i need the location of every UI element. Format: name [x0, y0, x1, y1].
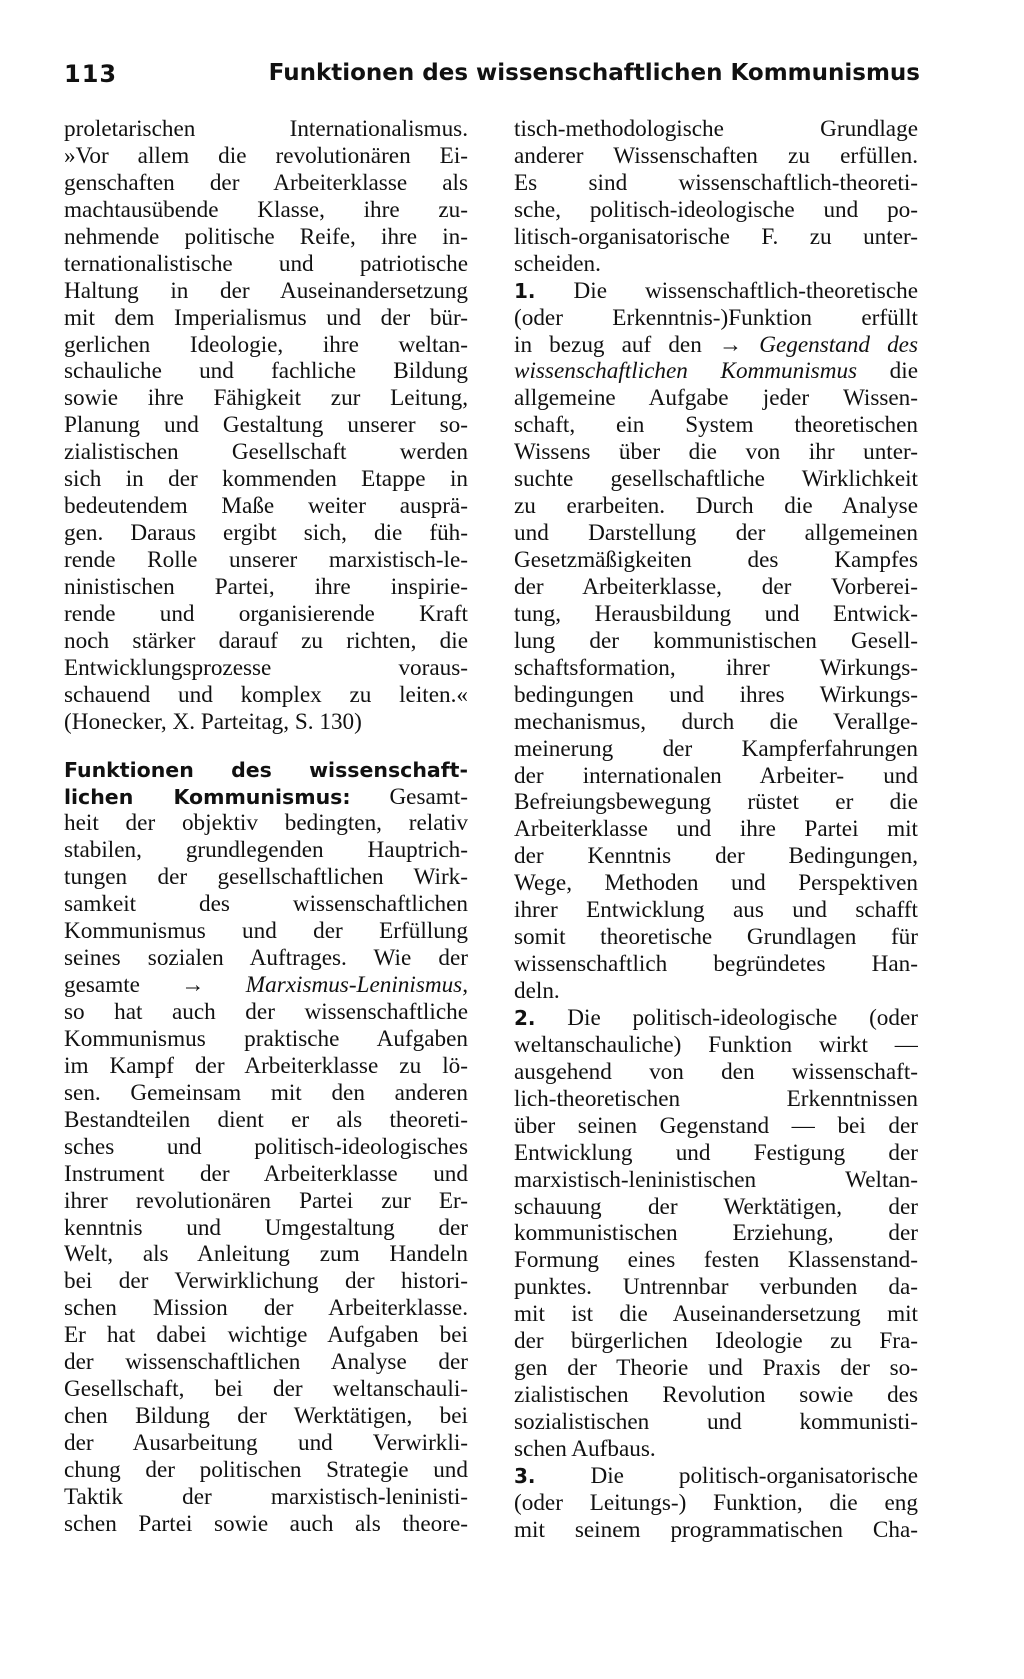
text-line: schaft, ein System theoretischen — [514, 412, 918, 439]
text-line: Wissens über die von ihr unter- — [514, 439, 918, 466]
left-column — [64, 116, 468, 1538]
text-line: stabilen, grundlegenden Hauptrich- — [64, 837, 468, 864]
text-line: anderer Wissenschaften zu erfüllen. — [514, 142, 918, 169]
section-1 — [514, 278, 918, 1005]
text-line: der Ausarbeitung und Verwirkli- — [64, 1430, 468, 1456]
cross-reference-link[interactable]: Gegenstand des — [759, 331, 918, 358]
text-line: bedingungen und ihres Wirkungs- — [514, 681, 918, 708]
text-line: suchte gesellschaftliche Wirklichkeit — [514, 466, 918, 493]
entry-line — [64, 784, 468, 811]
text-line: so hat auch der wissenschaftliche — [64, 999, 468, 1025]
text-line: und Darstellung der allgemeinen — [514, 520, 918, 547]
text-line: somit theoretische Grundlagen für — [514, 924, 918, 951]
section-body — [514, 1490, 918, 1544]
section-number: 1. — [514, 278, 536, 303]
cross-reference-prefix: gesamte → — [64, 972, 246, 999]
text-line: meinerung der Kampferfahrungen — [514, 735, 918, 762]
text-line: über seinen Gegenstand — bei der — [514, 1112, 918, 1139]
section-number: 3. — [514, 1463, 536, 1488]
text-line: Instrument der Arbeiterklasse und — [64, 1160, 468, 1187]
text-line: sowie ihre Fähigkeit zur Leitung, — [64, 385, 468, 412]
text-line: schen Partei sowie auch als theore- — [64, 1510, 468, 1537]
text-line: Gesellschaft, bei der weltanschauli- — [64, 1376, 468, 1403]
text-line: Entwicklung und Festigung der — [514, 1139, 918, 1166]
text-line: bei der Verwirklichung der histori- — [64, 1268, 468, 1295]
text-line: der Arbeiterklasse, der Vorberei- — [514, 573, 918, 600]
text-line: sche, politisch-ideologische und po- — [514, 196, 918, 223]
section-body — [514, 385, 918, 1005]
running-head: Funktionen des wissenschaftlichen Kommunismus — [268, 60, 920, 86]
text-line: Gesetzmäßigkeiten des Kampfes — [514, 547, 918, 573]
entry-headword: Funktionen des wissenschaft- — [64, 757, 468, 782]
section-body — [514, 1032, 918, 1463]
text-line: samkeit des wissenschaftlichen — [64, 891, 468, 918]
text-line: deln. — [514, 978, 560, 1004]
text-line: der bürgerlichen Ideologie zu Fra- — [514, 1328, 918, 1355]
text-line: kommunistischen Erziehung, der — [514, 1220, 918, 1247]
text-line: Wege, Methoden und Perspektiven — [514, 870, 918, 897]
text-line: Kommunismus praktische Aufgaben — [64, 1025, 468, 1052]
text-line: genschaften der Arbeiterklasse als — [64, 169, 468, 196]
text-line: ninistischen Partei, ihre inspirie- — [64, 573, 468, 600]
text-line: Haltung in der Auseinandersetzung — [64, 277, 468, 304]
entry-line — [514, 278, 918, 305]
text-line: schaftsformation, ihrer Wirkungs- — [514, 654, 918, 681]
text-line: seines sozialen Auftrages. Wie der — [64, 945, 468, 972]
text-line: der internationalen Arbeiter- und — [514, 762, 918, 789]
entry-line: (oder Erkenntnis-)Funktion erfüllt — [514, 304, 918, 331]
text-line: weltanschauliche) Funktion wirkt — — [514, 1031, 918, 1058]
cross-reference-link[interactable]: wissenschaftlichen Kommunismus — [514, 358, 858, 385]
cross-reference-prefix: in bezug auf den → — [514, 331, 760, 358]
text-line: (oder Leitungs-) Funktion, die eng — [514, 1489, 918, 1516]
text-line: zialistischen Revolution sowie des — [514, 1382, 918, 1409]
entry-body — [64, 810, 468, 972]
text-line: rende Rolle unserer marxistisch-le- — [64, 547, 468, 573]
text-line: ternationalistische und patriotische — [64, 250, 468, 277]
text-line: nehmende politische Reife, ihre in- — [64, 223, 468, 250]
text-line: zialistischen Gesellschaft werden — [64, 439, 468, 466]
text-line: mechanismus, durch die Verallge- — [514, 708, 918, 735]
entry-text: die — [857, 358, 918, 385]
text-line: tung, Herausbildung und Entwick- — [514, 600, 918, 627]
text-line: kenntnis und Umgestaltung der — [64, 1214, 468, 1241]
text-line: litisch-organisatorische F. zu unter- — [514, 223, 918, 250]
text-line: marxistisch-leninistischen Weltan- — [514, 1166, 918, 1193]
dictionary-entry — [64, 757, 468, 1538]
entry-text: Gesamt- — [350, 783, 468, 810]
intro-block — [514, 116, 918, 278]
text-line: mit seinem programmatischen Cha- — [514, 1516, 918, 1543]
page-number: 113 — [64, 60, 118, 88]
text-line: ihrer revolutionären Partei zur Er- — [64, 1187, 468, 1214]
text-line: Formung eines festen Klassenstand- — [514, 1247, 918, 1274]
text-line: schauend und komplex zu leiten.« — [64, 681, 468, 708]
text-line: mit dem Imperialismus und der bür- — [64, 304, 468, 331]
text-line: gerlichen Ideologie, ihre weltan- — [64, 331, 468, 358]
text-line: schauung der Werktätigen, der — [514, 1193, 918, 1220]
text-line: tisch-methodologische Grundlage — [514, 116, 918, 142]
cross-reference-link[interactable]: Marxismus-Leninismus, — [245, 972, 468, 999]
text-line: mit ist die Auseinandersetzung mit — [514, 1301, 918, 1328]
text-line: Bestandteilen dient er als theoreti- — [64, 1106, 468, 1133]
text-line: bedeutendem Maße weiter ausprä- — [64, 493, 468, 520]
text-line: lung der kommunistischen Gesell- — [514, 627, 918, 654]
text-line: heit der objektiv bedingten, relativ — [64, 810, 468, 837]
section-3 — [514, 1463, 918, 1544]
text-line: wissenschaftlich begründetes Han- — [514, 951, 918, 978]
text-line: Planung und Gestaltung unserer so- — [64, 412, 468, 439]
text-line: gen. Daraus ergibt sich, die füh- — [64, 520, 468, 547]
text-line: zu erarbeiten. Durch die Analyse — [514, 493, 918, 520]
entry-body — [64, 999, 468, 1538]
text-line: ihrer Entwicklung aus und schafft — [514, 897, 918, 924]
text-line: proletarischen Internationalismus. — [64, 116, 468, 142]
entry-headword: lichen Kommunismus: — [64, 784, 351, 809]
text-line: sich in der kommenden Etappe in — [64, 466, 468, 493]
text-line: Welt, als Anleitung zum Handeln — [64, 1241, 468, 1268]
text-line: der wissenschaftlichen Analyse der — [64, 1349, 468, 1376]
entry-line — [514, 1005, 918, 1032]
text-line: punktes. Untrennbar verbunden da- — [514, 1274, 918, 1301]
text-line: lich-theoretischen Erkenntnissen — [514, 1085, 918, 1112]
text-line: Arbeiterklasse und ihre Partei mit — [514, 816, 918, 843]
text-line: Es sind wissenschaftlich-theoreti- — [514, 169, 918, 196]
text-line: schauliche und fachliche Bildung — [64, 358, 468, 385]
quote-block — [64, 116, 468, 736]
text-line: ausgehend von den wissenschaft- — [514, 1058, 918, 1085]
entry-text: Die politisch-organisatorische — [535, 1462, 918, 1489]
text-line: Taktik der marxistisch-leninisti- — [64, 1483, 468, 1510]
text-line: gen der Theorie und Praxis der so- — [514, 1355, 918, 1382]
text-line: sozialistischen und kommunisti- — [514, 1409, 918, 1435]
text-line: scheiden. — [514, 250, 601, 277]
section-number: 2. — [514, 1005, 536, 1030]
entry-line — [64, 757, 468, 784]
text-line: chen Bildung der Werktätigen, bei — [64, 1403, 468, 1430]
entry-line — [514, 358, 918, 385]
text-line: Entwicklungsprozesse voraus- — [64, 654, 468, 681]
entry-text: Die wissenschaftlich-theoretische — [535, 277, 918, 304]
text-line: machtausübende Klasse, ihre zu- — [64, 196, 468, 223]
text-line: »Vor allem die revolutionären Ei- — [64, 142, 468, 169]
entry-line — [514, 332, 918, 359]
text-line: allgemeine Aufgabe jeder Wissen- — [514, 385, 918, 412]
text-line: chung der politischen Strategie und — [64, 1456, 468, 1483]
text-line: rende und organisierende Kraft — [64, 600, 468, 627]
section-2 — [514, 1005, 918, 1463]
text-line: noch stärker darauf zu richten, die — [64, 627, 468, 654]
text-line: (Honecker, X. Parteitag, S. 130) — [64, 708, 362, 735]
entry-line — [514, 1463, 918, 1490]
text-line: im Kampf der Arbeiterklasse zu lö- — [64, 1052, 468, 1079]
entry-line — [64, 972, 468, 999]
text-line: sen. Gemeinsam mit den anderen — [64, 1079, 468, 1106]
text-line: schen Mission der Arbeiterklasse. — [64, 1295, 468, 1322]
text-line: Er hat dabei wichtige Aufgaben bei — [64, 1322, 468, 1349]
text-line: Kommunismus und der Erfüllung — [64, 918, 468, 945]
text-line: tungen der gesellschaftlichen Wirk- — [64, 864, 468, 891]
right-column — [514, 116, 918, 1544]
text-line: schen Aufbaus. — [514, 1435, 656, 1462]
text-line: der Kenntnis der Bedingungen, — [514, 843, 918, 870]
entry-text: Die politisch-ideologische (oder — [535, 1004, 918, 1031]
text-line: Befreiungsbewegung rüstet er die — [514, 789, 918, 816]
text-line: sches und politisch-ideologisches — [64, 1133, 468, 1160]
